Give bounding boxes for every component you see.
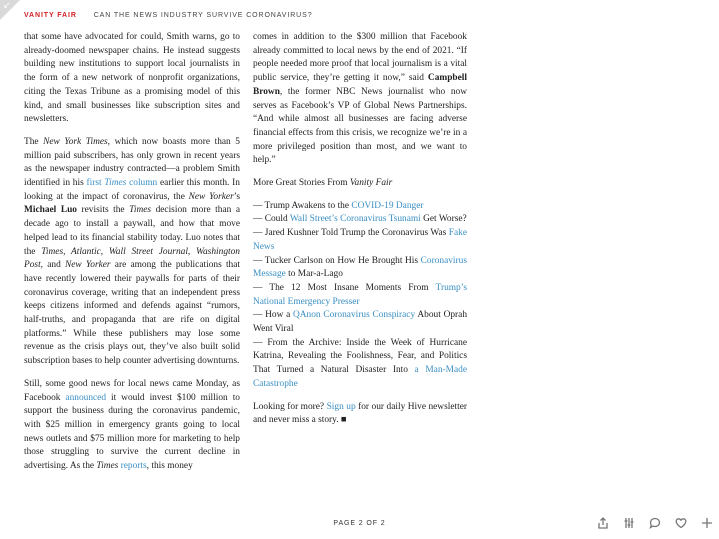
story-link[interactable]: a Man-Made Catastrophe (253, 365, 467, 389)
brand-label: VANITY FAIR (24, 12, 77, 19)
stories-list (253, 200, 467, 392)
list-item: — Tucker Carlson on How He Brought His Coronavirus Message to Mar-a-Lago (253, 255, 467, 280)
share-button[interactable] (590, 514, 616, 532)
paragraph: that some have advocated for could, Smith warns, go to already-doomed newspaper chains. He instead suggests building new institutions to support local journalists in the form of a new network of nonprofit organizations, citing the Texas Tribune as a promising model of this kind, and small businesses like subscription sites and newsletters. (24, 32, 240, 125)
list-item: — Jared Kushner Told Trump the Coronavirus Was Fake News (253, 228, 467, 252)
list-item: — From the Archive: Inside the Week of Hurricane Katrina, Revealing the Foolishness, Fear, and Politics That Turned a Natural Disaster Into a Man-Made Catastrophe (253, 337, 467, 389)
story-link[interactable]: Coronavirus Message (253, 255, 467, 280)
bottom-toolbar (590, 514, 719, 532)
story-link[interactable]: QAnon Coronavirus Conspiracy (293, 310, 416, 321)
story-link[interactable]: Fake News (253, 228, 467, 252)
share-icon (597, 517, 609, 529)
list-item: — How a QAnon Coronavirus Conspiracy About Oprah Went Viral (253, 310, 468, 335)
announced-link[interactable]: announced (65, 392, 107, 403)
newsletter-promo: Looking for more? Sign up for our daily Hive newsletter and never miss a story. ■ (253, 401, 467, 426)
story-link[interactable]: COVID-19 Danger (351, 200, 424, 211)
add-icon (701, 517, 713, 529)
reports-link[interactable]: reports (120, 461, 147, 472)
right-column (253, 31, 467, 437)
comment-icon (649, 517, 661, 529)
list-item: — The 12 Most Insane Moments From Trump’s National Emergency Presser (253, 282, 467, 307)
text-settings-button[interactable] (616, 514, 642, 532)
back-arrow-icon[interactable]: ↙ (3, 1, 11, 11)
page-indicator: PAGE 2 OF 2 (333, 520, 386, 527)
name-michael-luo: Michael Luo (24, 205, 77, 216)
list-item: — Could Wall Street’s Coronavirus Tsunami Get Worse? (253, 214, 467, 225)
comment-button[interactable] (642, 514, 668, 532)
story-link[interactable]: Trump’s National Emergency Presser (253, 282, 467, 307)
story-link[interactable]: Wall Street’s Coronavirus Tsunami (289, 214, 421, 225)
article-title: CAN THE NEWS INDUSTRY SURVIVE CORONAVIRUS? (93, 12, 313, 19)
sign-up-link[interactable]: Sign up (326, 401, 356, 412)
left-column (24, 31, 240, 483)
more-stories-heading: More Great Stories From Vanity Fair (253, 178, 393, 189)
add-button[interactable] (694, 514, 719, 532)
heart-icon (675, 517, 687, 529)
article-header (24, 10, 313, 22)
paragraph: The New York Times, which now boasts more than 5 million paid subscribers, has only grown in recent years as the newspaper industry contracted—a problem Smith identified in his first Times column earlier this month. In looking at the impact of coronavirus, the New Yorker’s Michael Luo revisits the Times decision more than a decade ago to install a paywall, and how that move helped lead to its financial stability today. Luo notes that the Times, Atlantic, Wall Street Journal, Washington Post, and New Yorker are among the publications that have recently lowered their paywalls for parts of their coronavirus coverage, writing that an independent press keeps citizens informed and defends against “rumors, half-truths, and propaganda that are rife on digital platforms.” While these publishers may lose some revenue as the crisis plays out, they’ve also built solid subscription bases to help counter advertising downturns. (24, 136, 241, 367)
text-settings-icon (623, 517, 635, 529)
paragraph: comes in addition to the $300 million that Facebook already committed to local news by the end of 2021. “If people needed more proof that local journalism is a vital public service, they’re getting it now,” said Campbell Brown, the former NBC News journalist who now serves as Facebook’s VP of Global News Partnerships. “And while almost all businesses are facing adverse financial effects from this crisis, we recognize we’re in a more privileged position than most, and we want to help.” (253, 32, 467, 166)
list-item: — Trump Awakens to the COVID-19 Danger (253, 200, 424, 211)
first-times-column-link[interactable]: first Times column (86, 178, 158, 189)
like-button[interactable] (668, 514, 694, 532)
name-campbell-brown: Campbell Brown (253, 73, 467, 97)
paragraph: Still, some good news for local news came Monday, as Facebook announced it would invest $100 million to support the business during the coronavirus pandemic, with $25 million in emergency grants going to local news outlets and $75 million more for marketing to help those struggling to survive the current decline in advertising. As the Times reports, this money (24, 378, 240, 472)
